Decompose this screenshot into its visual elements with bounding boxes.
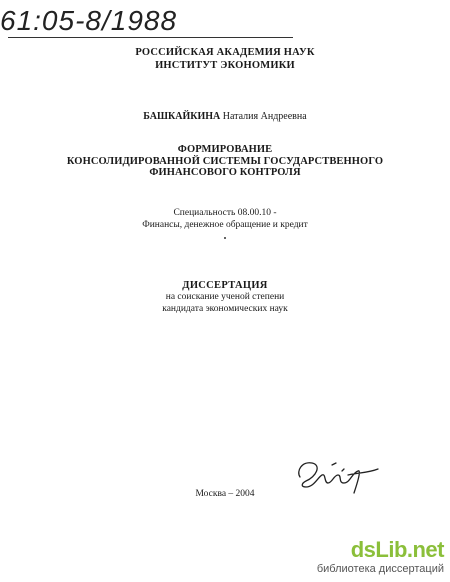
- title-line-2: КОНСОЛИДИРОВАННОЙ СИСТЕМЫ ГОСУДАРСТВЕННОГО: [66, 155, 384, 167]
- author-given-name: Наталия Андреевна: [222, 111, 307, 122]
- watermark-subtitle: библиотека диссертаций: [316, 563, 444, 575]
- city-year: Москва – 2004: [195, 489, 255, 499]
- author-surname: БАШКАЙКИНА: [143, 111, 221, 122]
- stray-mark: [224, 237, 226, 239]
- specialty-code: Специальность 08.00.10 -: [173, 208, 277, 218]
- catalog-stamp: 61:05-8/1988: [0, 5, 178, 36]
- specialty-block: [0, 208, 450, 231]
- author-name: [0, 111, 450, 123]
- dissertation-title: [0, 144, 450, 179]
- title-line-3: ФИНАНСОВОГО КОНТРОЛЯ: [149, 167, 301, 178]
- degree-line-2: кандидата экономических наук: [162, 303, 288, 314]
- dissertation-label: ДИССЕРТАЦИЯ: [182, 280, 268, 291]
- degree-description: [0, 292, 450, 315]
- organization-line-2: ИНСТИТУТ ЭКОНОМИКИ: [155, 59, 295, 71]
- degree-line-1: на соискание ученой степени: [165, 292, 285, 302]
- specialty-name: Финансы, денежное обращение и кредит: [142, 219, 308, 230]
- watermark-logo: dsLib.net: [350, 537, 444, 562]
- watermark: [264, 537, 444, 576]
- title-line-1: ФОРМИРОВАНИЕ: [177, 144, 273, 155]
- stamp-underline: [8, 37, 293, 38]
- organization-line-1: РОССИЙСКАЯ АКАДЕМИЯ НАУК: [135, 47, 315, 58]
- organization-header: [0, 47, 450, 72]
